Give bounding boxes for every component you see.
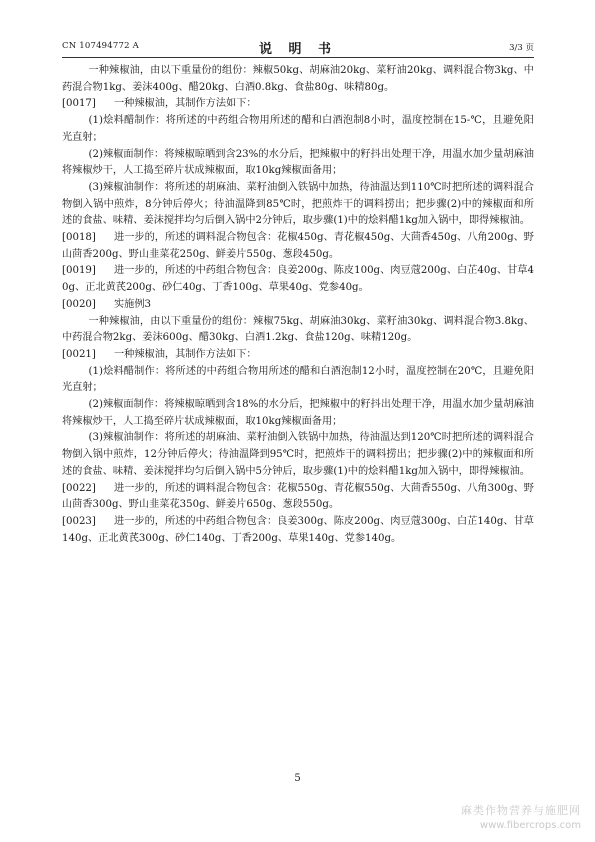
paragraph: (1)烩料醋制作：将所述的中药组合物用所述的醋和白酒泡制8小时，温度控制在15-℃，且避免阳光直射； — [62, 115, 534, 143]
page-number: 5 — [294, 773, 301, 784]
paragraph-number: [0021] — [62, 348, 96, 360]
paragraph: (3)辣椒油制作：将所述的胡麻油、菜籽油倒入铁锅中加热，待油温达到120℃时把所述的调料混合物倒入锅中煎炸，12分钟后停火；待油温降到95℃时，把煎炸干的调料捞出；把步骤(2)中的辣椒面和所述的食盐、味精、姜沫搅拌均匀后倒入锅中5分钟后，取步骤(1)中的烩料醋1kg加入锅中，即得辣椒油。 — [62, 432, 534, 477]
paragraph: [0023] 进一步的，所述的中药组合物包含：良姜300g、陈皮200g、肉豆蔻300g、白芷140g、甘草140g、正北黄芪300g、砂仁140g、丁香200g、草果140g、党参140g。 — [62, 515, 534, 544]
watermark — [461, 802, 581, 831]
paragraph: 一种辣椒油，由以下重量份的组份：辣椒75kg、胡麻油30kg、菜籽油30kg、调料混合物3.8kg、中药混合物2kg、姜沫600g、醋30kg、白酒1.2kg、食盐120g、味精120g。 — [62, 315, 534, 344]
paragraph: (2)辣椒面制作：将辣椒晾晒到含23%的水分后，把辣椒中的籽抖出处理干净，用温水加少量胡麻油将辣椒炒干，人工捣至碎片状成辣椒面，取10kg辣椒面备用； — [62, 148, 534, 177]
paragraph: [0022] 进一步的，所述的调料混合物包含：花椒550g、青花椒550g、大茴香550g、八角300g、野山茴香300g、野山韭菜花350g、鲜姜片650g、葱段550g。 — [62, 482, 534, 511]
paragraph-number: [0020] — [62, 298, 96, 310]
paragraph: [0021] 一种辣椒油，其制作方法如下： — [62, 347, 534, 364]
paragraph: (2)辣椒面制作：将辣椒晾晒到含18%的水分后，把辣椒中的籽抖出处理干净，用温水加少量胡麻油将辣椒炒干，人工捣至碎片状成辣椒面，取10kg辣椒面备用； — [62, 399, 534, 427]
watermark-site-name: 麻类作物营养与施肥网 — [461, 804, 581, 817]
document-body — [62, 63, 534, 547]
paragraph: (1)烩料醋制作：将所述的中药组合物用所述的醋和白酒泡制12小时，温度控制在20℃，且避免阳光直射； — [62, 365, 534, 394]
watermark-url: www.fibercrops.com — [479, 820, 581, 831]
paragraph: (3)辣椒油制作：将所述的胡麻油、菜籽油倒入铁锅中加热，待油温达到110℃时把所述的调料混合物倒入锅中煎炸，8分钟后停火；待油温降到85℃时，把煎炸干的调料捞出；把步骤(2)中的辣椒面和所述的食盐、味精、姜沫搅拌均匀后倒入锅中2分钟后，取步骤(1)中的烩料醋1kg加入锅中，即得辣椒油。 — [62, 181, 534, 227]
header-rule — [62, 57, 534, 58]
section-heading: 实施例3 — [114, 298, 152, 310]
paragraph: [0017] 一种辣椒油，其制作方法如下： — [62, 96, 534, 113]
publication-number: CN 107494772 A — [62, 41, 139, 51]
paragraph-number: [0022] — [62, 482, 96, 494]
page-indicator: 3/3 页 — [509, 43, 534, 53]
paragraph-number: [0018] — [62, 232, 96, 244]
paragraph-number: [0017] — [62, 98, 96, 110]
document-title: 说 明 书 — [258, 42, 338, 57]
paragraph: [0018] 进一步的，所述的调料混合物包含：花椒450g、青花椒450g、大茴香450g、八角200g、野山茴香200g、野山韭菜花250g、鲜姜片550g、葱段450g。 — [62, 232, 534, 260]
page-header — [62, 38, 534, 57]
paragraph-number: [0019] — [62, 265, 96, 277]
paragraph-number: [0023] — [62, 515, 96, 527]
paragraph: 一种辣椒油，由以下重量份的组份：辣椒50kg、胡麻油20kg、菜籽油20kg、调料混合物3kg、中药混合物1kg、姜沫400g、醋20kg、白酒0.8kg、食盐80g、味精80g。 — [62, 65, 534, 93]
paragraph: [0019] 进一步的，所述的中药组合物包含：良姜200g、陈皮100g、肉豆蔻200g、白芷40g、甘草40g、正北黄芪200g、砂仁40g、丁香100g、草果40g、党参40g。 — [62, 265, 534, 294]
paragraph — [62, 297, 534, 314]
